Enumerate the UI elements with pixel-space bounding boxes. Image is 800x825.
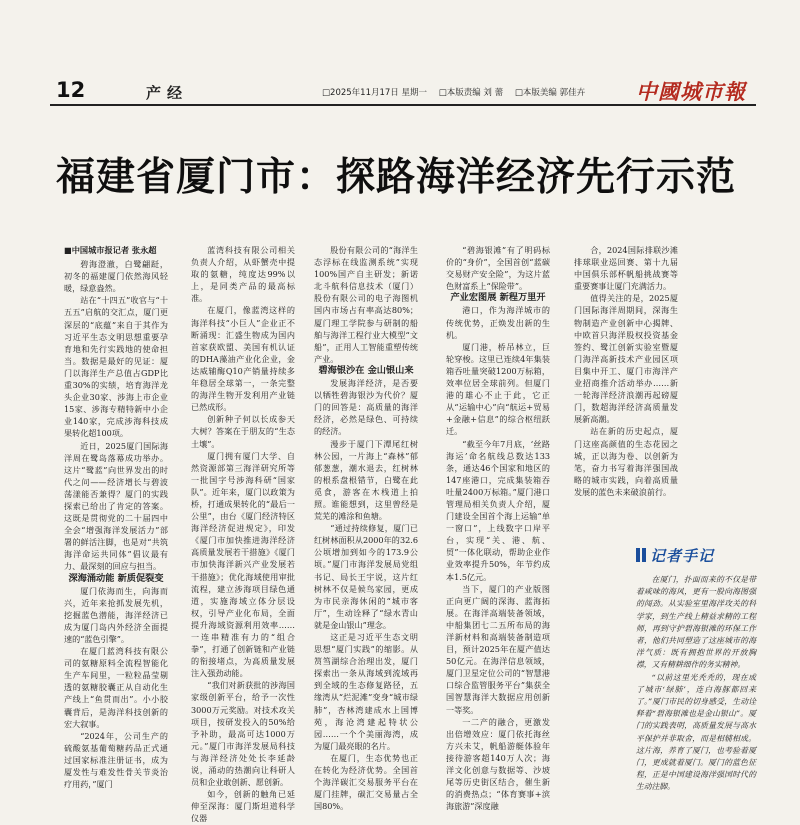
paragraph: 碧海澄澈，白鹭翩跹，初冬的福建厦门依然海风轻暖，绿意盎然。 [64, 259, 168, 294]
article-column-4 [446, 244, 550, 812]
paragraph: 厦门港，桥吊林立，巨轮穿梭。这里已连续4年集装箱吞吐量突破1200万标箱，效率位居全球前列。但厦门港的雄心不止于此，它正从“运输中心”向“航运+贸易+金融+信息”的综合枢纽跃迁。 [446, 341, 550, 437]
headline: 福建省厦门市：探路海洋经济先行示范 [56, 155, 737, 200]
subhead: 产业宏图展 新程万里开 [450, 292, 546, 304]
paragraph: 创新种子何以长成参天大树？答案在于朋友的“生态土壤”。 [191, 414, 295, 449]
header-rule [50, 104, 756, 106]
paragraph: 站在“十四五”收官与“十五五”启航的交汇点，厦门更深层的“底蕴”来自于其作为习近平生态文明思想重要孕育地和先行实践地的使命担当。数据是最好的见证：厦门以海洋生产总值占GDP比重30%的实绩，培育海洋龙头企业30家、涉海上市企业15家、涉海专精特新中小企业140家，完成涉海科技成果转化超100项。 [64, 295, 168, 439]
paragraph: 厦门拥有厦门大学、自然资源部第三海洋研究所等一批国字号涉海科研“国家队”。近年来，厦门以政策为桥，打通成果转化的“最后一公里”，由台《厦门经济特区海洋经济促进规定》，印发《厦门市加快推进海洋经济高质量发展若干措施》《厦门市加快海洋新兴产业发展若干措施》；优化海域使用审批流程，建立涉海项目绿色通道，实施海域立体分层设权，引导产业化布局，全面提升海域资源利用效率……一连串精准有力的“组合拳”，打通了创新链和产业链的衔接堵点，为高质量发展注入强劲动能。 [191, 450, 295, 679]
heading-bar [636, 548, 640, 562]
heading-bar [642, 548, 646, 562]
subhead: 深海涌动能 新质促裂变 [68, 572, 164, 584]
editor-note-body [636, 574, 756, 806]
page-number: 12 [56, 78, 86, 102]
paragraph: 漫步于厦门下潭尾红树林公园，一片海上“森林”郁郁葱葱，潮水退去，红树林的根系盘根错节，白鹭在此觅食，游客在木栈道上拍照。谁能想到，这里曾经是荒芜的滩涂和鱼塘。 [314, 438, 418, 522]
paragraph: 发展海洋经济，是否要以牺牲碧海银沙为代价？厦门的回答是：高质量的海洋经济，必然是绿色、可持续的经济。 [314, 378, 418, 437]
byline: ■中国城市报记者 张永超 [64, 245, 157, 255]
section-title: 产经 [146, 84, 189, 102]
paragraph: 在厦门，像蓝湾这样的海洋科技“小巨人”企业正不断涌现：汇盛生物成为国内首家获欧盟、美国有机认证的DHA藻油产业化企业，金达威辅酶Q10产销量持续多年稳居全球第一，一条完整的海洋生物开发利用产业链已然成形。 [191, 305, 295, 413]
paragraph: “2024年，公司生产的硫酸氨基葡萄糖药品正式通过国家标准注册证书，成为厦发性与难发性骨关节炎治疗用药，”厦门 [64, 730, 168, 790]
editor-note-heading [636, 544, 756, 566]
paragraph: 在厦门蓝湾科技有限公司的氨糖原料全流程智能化生产车间里，一粒粒晶莹剔透的氨糖胶囊正从自动化生产线上“鱼贯而出”。小小胶囊背后，是海洋科技创新的宏大叙事。 [64, 646, 168, 729]
paragraph: 这正是习近平生态文明思想“厦门实践”的缩影。从筼筜湖综合治理出发，厦门探索出一条从海域到流域再到全域的生态修复路径，五缘湾从“烂泥滩”变身“城市绿肺”，杏林湾建成水上国博苑，海沧湾建起特状公园……一个个美丽海湾，成为厦门最亮眼的名片。 [314, 632, 418, 751]
paragraph: 近日，2025厦门国际海洋周在鹭岛落幕成功举办。这片“鹭蓝”向世界发出的时代之问——经济增长与碧波荡漾能否兼得？厦门的实践探索已给出了肯定的答案。这既是贯彻党的二十届四中全会“增强海洋发展活力”部署的鲜活注脚，也是对“共筑海洋命运共同体”倡议最有力、最深刻的回应与担当。 [64, 440, 168, 572]
article-column-3 [314, 244, 418, 812]
paragraph: 港口，作为海洋城市的传统优势，正焕发出新的生机。 [446, 305, 550, 340]
paragraph: 当下，厦门的产业版图正向更广阔的深海、蓝海拓展。在海洋高端装备领域，中船集团七二五所布局的海洋新材料和高端装备制造项目，预计2025年在厦产值达50亿元。在海洋信息领域，厦门卫星定位公司的“智慧港口综合监管服务平台”集获全国智慧海洋大数据应用创新一等奖。 [446, 583, 550, 715]
paragraph: “截至今年7月底，‘丝路海运’命名航线总数达133条，通达46个国家和地区的147座港口，完成集装箱吞吐量2400万标箱。”厦门港口管理局相关负责人介绍，厦门建设全国首个海上运输“单一窗口”，上线数字口岸平台，实现“关、港、航、贸”一体化联动，帮助企业作业效率提升50%，年节约成本1.5亿元。 [446, 438, 550, 582]
issue-editor: □本版责编 刘 薷 [438, 88, 504, 98]
paragraph: 厦门依海而生，向海而兴，近年来抢抓发展先机，挖掘蓝色潜能，海洋经济已成为厦门岛内外经济全面提速的“蓝色引擎”。 [64, 585, 168, 644]
subhead: 碧海银沙在 金山银山来 [318, 364, 414, 376]
paragraph: 在厦门，扑面而来的不仅是带着咸味的海风，更有一股向海图强的闯劲。从实验室里海洋攻关的科学家，到生产线上精益求精的工程师，再到守护碧海银滩的环保工作者，他们共同塑造了这座城市的海洋气质：既有拥抱世界的开放胸襟，又有精耕细作的务实精神。 [636, 575, 756, 670]
paragraph: 如今，创新的触角已延伸至深海：厦门斯坦道科学仪器 [191, 789, 295, 824]
issue-designer: □本版美编 郭佳卉 [514, 88, 586, 98]
article-column-2 [191, 244, 295, 824]
editor-note-title: 记者手记 [650, 547, 715, 565]
paragraph: “碧海银滩”有了明码标价的“身价”，全国首创“蓝碳交易财产安全险”，为这片蓝色财富系上“保险带”。 [446, 245, 550, 292]
article-column-1 [64, 244, 168, 800]
masthead-logo: 中國城市報 [636, 79, 746, 104]
paragraph: 站在新的历史起点，厦门这座高颜值的生态花园之城，正以海为卷、以创新为笔，奋力书写着海洋强国战略的城市实践，向着高质量发展的蓝色未来破浪前行。 [574, 426, 678, 497]
issue-meta [322, 86, 594, 98]
paragraph: 合，2024国际排联沙滩排球联业巡回赛、第十九届中国俱乐部杯帆船挑战赛等重要赛事让厦门充满活力。 [574, 245, 678, 292]
paragraph: “通过持续修复，厦门已红树林面积从2000年的32.6公顷增加到如今的173.9公顷。”厦门市海洋发展局党组书记、局长王宇说，这片红树林不仅是候鸟家园，更成为市民亲海休闲的“城市客厅”，生动诠释了“绿水青山就是金山银山”理念。 [314, 523, 418, 630]
article-column-5 [574, 244, 678, 534]
issue-date: □2025年11月17日 星期一 [322, 88, 427, 98]
paragraph: 蓝湾科技有限公司相关负责人介绍，从虾蟹壳中提取的氨糖，纯度达99%以上，是同类产品的最高标准。 [191, 245, 295, 304]
paragraph: “以前这里光秃秃的，现在成了城市‘绿肺’，连白海豚都回来了。”厦门市民的切身感受，生动诠释着“碧海银滩也是金山银山”。厦门的实践表明，高质量发展与高水平保护并非取舍，而是相辅相成。这片海，养育了厦门，也考验着厦门，更成就着厦门。厦门的蓝色征程，正是中国建设海洋强国时代的生动注脚。 [636, 672, 756, 792]
paragraph: 在厦门，生态优势也正在转化为经济优势。全国首个海洋碳汇交易服务平台在厦门挂牌，碳汇交易量占全国80%。 [314, 752, 418, 812]
paragraph: 值得关注的是，2025厦门国际海洋周期间，深海生物制造产业创新中心揭牌、中欧首只海洋股权投资基金签约、鹭江创新实验室暨厦门海洋高新技术产业园区项目集中开工、厦门市海洋产业招商推介活动举办……新一轮海洋经济浪潮再起磅厦门，数超海洋经济高质量发展新高潮。 [574, 293, 678, 425]
paragraph: 股份有限公司的“海洋生态浮标在线监测系统”实现100%国产自主研发；新诺北斗航科信息技术（厦门）股份有限公司的电子海图机国内市场占有率高达80%；厦门理工学院参与研制的船舶与海洋工程行业大模型“文船”，正用人工智能重塑传统产业。 [314, 245, 418, 364]
paragraph: “我们对新获批的涉海国家级创新平台，给予一次性3000万元奖励。对技术攻关项目，按研发投入的50%给予补助，最高可达1000万元。”厦门市海洋发展局科技与海洋经济处处长李延龄说，涌动的热潮向让科研人员和企业敢创新、愿创新。 [191, 680, 295, 788]
paragraph: 一二产的融合，更激发出倍增效应：厦门依托海丝方兴未艾，帆船游艇体验年接待游客超140万人次；海洋文化创意与数据等、沙坡尾等历史街区结合，催生新的消费热点；“体育赛事+滨海旅游”深度融 [446, 716, 550, 812]
